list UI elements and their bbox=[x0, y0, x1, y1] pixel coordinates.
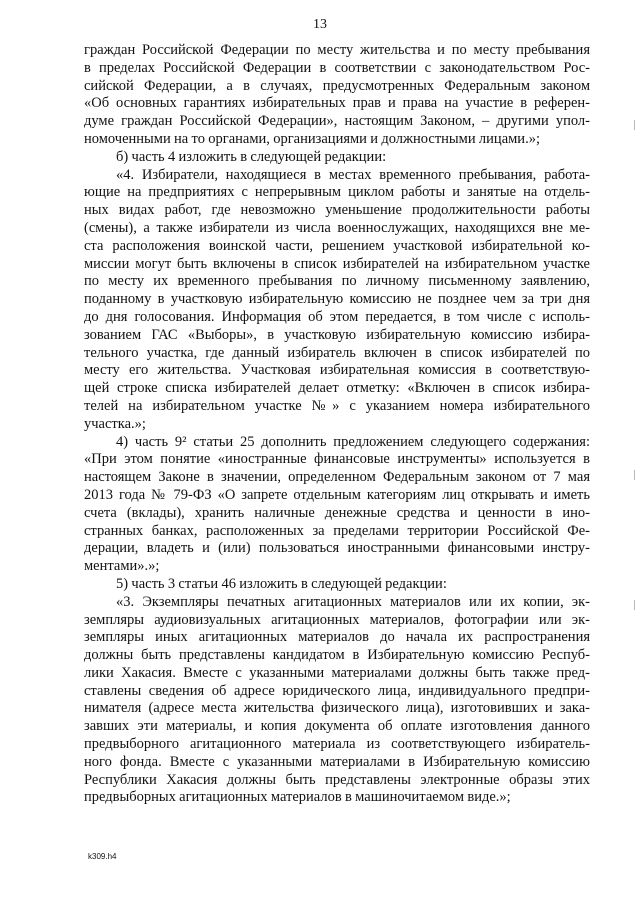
text-line: 5) часть 3 статьи 46 изложить в следующей редакции: bbox=[116, 575, 447, 592]
scan-edge-mark bbox=[634, 120, 635, 130]
text-line: телей на избирательном участке №» с указанием номера избирательного bbox=[84, 397, 590, 414]
text-line: ных видах работ, где невозможно уменьшение продолжительности работы bbox=[84, 202, 590, 219]
text-line: «4. Избиратели, находящиеся в местах временного пребывания, работа- bbox=[116, 166, 590, 183]
text-line: «3. Экземпляры печатных агитационных материалов или их копии, эк- bbox=[116, 593, 590, 610]
text-line: сийской Федерации, а в случаях, предусмотренных Федеральным законом bbox=[84, 77, 590, 94]
text-line: ментами».»; bbox=[84, 558, 160, 575]
text-line: предвыборных агитационных материалов в машиночитаемом виде.»; bbox=[84, 789, 511, 806]
text-line: ющие на предприятиях с непрерывным циклом работы и занятые на отдель- bbox=[84, 184, 590, 201]
text-line: 4) часть 9² статьи 25 дополнить предложением следующего содержания: bbox=[116, 433, 590, 450]
footer-code: k309.h4 bbox=[88, 852, 117, 861]
scan-edge-mark bbox=[634, 600, 635, 610]
text-line: лики Хакасия. Вместе с указанными материалами должны быть также пред- bbox=[84, 664, 590, 681]
text-line: «Об основных гарантиях избирательных прав и права на участие в референ- bbox=[84, 95, 590, 112]
text-line: ста расположения воинской части, решением участковой избирательной ко- bbox=[84, 237, 590, 254]
text-line: миссии могут быть включены в список избирателей на избирательном участке bbox=[84, 255, 590, 272]
text-line: настоящем Законе в значении, определенном Федеральным законом от 7 мая bbox=[84, 469, 590, 486]
text-line: нимателя (адресе места жительства физического лица), изготовивших и зака- bbox=[84, 700, 590, 717]
text-line: земпляры иных агитационных материалов до начала их распространения bbox=[84, 629, 590, 646]
page-number: 13 bbox=[313, 17, 327, 32]
document-body bbox=[84, 42, 590, 807]
text-line: Республики Хакасия должны быть представлены электронные образы этих bbox=[84, 771, 590, 788]
text-line: думе граждан Российской Федерации», настоящим Законом, – другими упол- bbox=[84, 113, 590, 130]
text-line: до дня голосования. Информация об этом передается, в том числе с исполь- bbox=[84, 308, 590, 325]
text-line: странных банках, расположенных за пределами территории Российской Фе- bbox=[84, 522, 590, 539]
text-line: тельного участка, где данный избиратель включен в список избирателей по bbox=[84, 344, 590, 361]
text-line: счета (вклады), хранить наличные денежные средства и ценности в ино- bbox=[84, 504, 590, 521]
text-line: должны быть представлены кандидатом в Избирательную комиссию Респуб- bbox=[84, 647, 590, 664]
text-line: номоченными на то органами, организациями и должностными лицами.»; bbox=[84, 130, 540, 147]
text-line: земпляры аудиовизуальных агитационных материалов, фотографии или эк- bbox=[84, 611, 590, 628]
text-line: по месту их временного пребывания по личному письменному заявлению, bbox=[84, 273, 590, 290]
text-line: предвыборного агитационного материала из соответствующего избиратель- bbox=[84, 736, 590, 753]
text-line: участка.»; bbox=[84, 415, 146, 432]
text-line: граждан Российской Федерации по месту жительства и по месту пребывания bbox=[84, 42, 590, 58]
text-line: месту его жительства. Участковая избирательная комиссия в соответствую- bbox=[84, 362, 590, 379]
text-line: 2013 года № 79-ФЗ «О запрете отдельным категориям лиц открывать и иметь bbox=[84, 486, 590, 503]
text-line: «При этом понятие «иностранные финансовые инструменты» используется в bbox=[84, 451, 590, 468]
text-line: щей строке списка избирателей делает отметку: «Включен в список избира- bbox=[84, 380, 590, 397]
text-line: (смены), а также избиратели из числа военнослужащих, находящихся вне ме- bbox=[84, 219, 590, 236]
text-line: дерации, владеть и (или) пользоваться иностранными финансовыми инстру- bbox=[84, 540, 590, 557]
text-line: б) часть 4 изложить в следующей редакции: bbox=[116, 148, 387, 165]
scan-edge-mark bbox=[634, 470, 635, 480]
text-line: в пределах Российской Федерации в соответствии с законодательством Рос- bbox=[84, 59, 590, 76]
text-line: зованием ГАС «Выборы», в участковую избирательную комиссию избира- bbox=[84, 326, 590, 343]
text-line: ставлены сведения об адресе юридического лица, индивидуального предпри- bbox=[84, 682, 590, 699]
text-line: ного фонда. Вместе с указанными материалами в Избирательную комиссию bbox=[84, 753, 590, 770]
text-line: поданному в участковую избирательную комиссию не позднее чем за три дня bbox=[84, 291, 590, 308]
text-line: завших эти материалы, и копия документа об оплате изготовления данного bbox=[84, 718, 590, 735]
